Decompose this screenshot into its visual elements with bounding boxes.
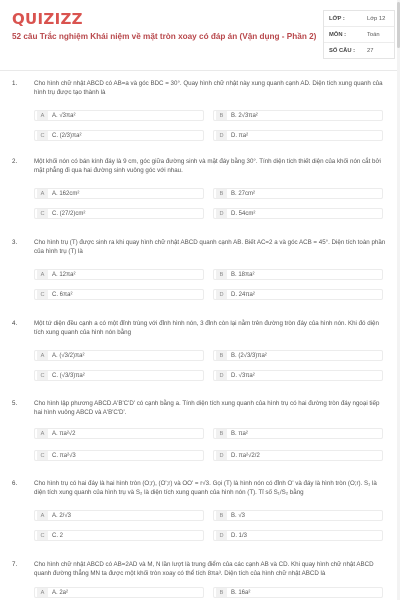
option-letter: B: [216, 588, 227, 597]
option-text: D. 54cm²: [231, 210, 256, 217]
question-number: 4.: [12, 320, 18, 327]
option-text: C. (√3/3)πa²: [52, 372, 85, 379]
option-d[interactable]: [213, 530, 383, 541]
question-text: Cho hình trụ có hai đáy là hai hình tròn (O;r), (O';r) và OO' = r√3. Gọi (T) là hình nón có đỉnh O' và đáy là hình tròn (O;r). S₁ là diện tích xung quanh của hình trụ và S₂ là diện tích xung quanh của hình nón (T). Tỉ số S₁/S₂ bằng: [34, 480, 377, 496]
option-text: B. (2√3/3)πa²: [231, 352, 267, 359]
option-text: C. (2/3)πa²: [52, 132, 82, 139]
meta-info-box: [323, 10, 395, 59]
option-letter: C: [37, 451, 48, 460]
option-letter: D: [216, 290, 227, 299]
option-a[interactable]: [34, 587, 204, 598]
option-text: A. 12πa²: [52, 271, 76, 278]
option-d[interactable]: [213, 370, 383, 381]
meta-key: LỚP :: [329, 15, 345, 22]
option-c[interactable]: [34, 370, 204, 381]
option-text: A. πa²√2: [52, 430, 76, 437]
option-text: B. 27cm²: [231, 190, 256, 197]
option-text: B. 18πa²: [231, 271, 255, 278]
option-text: C. 6πa²: [52, 291, 73, 298]
quizizz-logo[interactable]: QUIZIZZ: [12, 10, 83, 28]
option-letter: C: [37, 131, 48, 140]
option-letter: A: [37, 189, 48, 198]
option-text: C. (27/2)cm²: [52, 210, 86, 217]
option-text: A. √3πa²: [52, 112, 76, 119]
option-text: D. πa²: [231, 132, 249, 139]
option-letter: D: [216, 531, 227, 540]
question-number: 3.: [12, 239, 18, 246]
option-a[interactable]: [34, 110, 204, 121]
option-letter: A: [37, 111, 48, 120]
option-text: A. (√3/2)πa²: [52, 352, 85, 359]
option-c[interactable]: [34, 289, 204, 300]
question-text: Cho hình lập phương ABCD.A'B'C'D' có cạnh bằng a. Tính diện tích xung quanh của hình trụ có hai đường tròn đáy ngoại tiếp hai hình vuông ABCD và A'B'C'D'.: [34, 400, 380, 416]
option-text: D. 1/3: [231, 532, 248, 539]
option-text: C. 2: [52, 532, 64, 539]
option-a[interactable]: [34, 428, 204, 439]
option-letter: A: [37, 351, 48, 360]
option-text: C. πa²√3: [52, 452, 76, 459]
option-letter: B: [216, 511, 227, 520]
question-number: 2.: [12, 158, 18, 165]
option-d[interactable]: [213, 289, 383, 300]
option-b[interactable]: [213, 350, 383, 361]
option-a[interactable]: [34, 188, 204, 199]
question-number: 5.: [12, 400, 18, 407]
option-c[interactable]: [34, 130, 204, 141]
option-letter: D: [216, 451, 227, 460]
header-divider: [0, 70, 400, 71]
option-letter: A: [37, 429, 48, 438]
meta-row-subject: [324, 27, 394, 43]
option-letter: C: [37, 531, 48, 540]
option-text: A. 2a²: [52, 589, 69, 596]
option-a[interactable]: [34, 269, 204, 280]
option-text: A. 2/√3: [52, 512, 71, 519]
option-text: B. 2√3πa²: [231, 112, 258, 119]
option-letter: C: [37, 371, 48, 380]
option-b[interactable]: [213, 587, 383, 598]
option-b[interactable]: [213, 110, 383, 121]
question-number: 1.: [12, 80, 18, 87]
option-letter: D: [216, 209, 227, 218]
option-c[interactable]: [34, 208, 204, 219]
option-c[interactable]: [34, 530, 204, 541]
option-d[interactable]: [213, 450, 383, 461]
option-letter: B: [216, 189, 227, 198]
option-letter: A: [37, 511, 48, 520]
option-b[interactable]: [213, 510, 383, 521]
option-text: B. πa²: [231, 430, 248, 437]
option-text: D. πa²√2/2: [231, 452, 260, 459]
document-title: 52 câu Trắc nghiệm Khái niệm về mặt tròn xoay có đáp án (Vận dụng - Phần 2): [12, 32, 317, 41]
meta-value: Lớp 12: [367, 15, 386, 22]
option-text: D. 24πa²: [231, 291, 255, 298]
page-header: [0, 0, 400, 62]
option-b[interactable]: [213, 269, 383, 280]
question-number: 6.: [12, 480, 18, 487]
question-text: Cho hình trụ (T) được sinh ra khi quay hình chữ nhật ABCD quanh cạnh AB. Biết AC=2 a và góc ACB = 45°. Diện tích toàn phần của hình trụ (T) là: [34, 239, 386, 255]
option-text: B. 16a²: [231, 589, 251, 596]
option-d[interactable]: [213, 130, 383, 141]
option-letter: B: [216, 111, 227, 120]
option-d[interactable]: [213, 208, 383, 219]
question-text: Một tứ diện đều cạnh a có một đỉnh trùng với đỉnh hình nón, 3 đỉnh còn lại nằm trên đường tròn đáy của hình nón. Khi đó diện tích xung quanh của hình nón bằng: [34, 320, 379, 336]
question-text: Một khối nón có bán kính đáy là 9 cm, góc giữa đường sinh và mặt đáy bằng 30°. Tính diện tích thiết diện của khối nón cắt bởi mặt phẳng đi qua hai đường sinh vuông góc với nhau.: [34, 158, 381, 174]
question-number: 7.: [12, 561, 18, 568]
meta-key: MÔN :: [329, 31, 347, 38]
option-text: D. √3πa²: [231, 372, 255, 379]
option-b[interactable]: [213, 188, 383, 199]
meta-row-grade: [324, 11, 394, 27]
option-b[interactable]: [213, 428, 383, 439]
question-text: Cho hình chữ nhật ABCD có AB=2AD và M, N lần lượt là trung điểm của các cạnh AB và CD. Khi quay hình chữ nhật ABCD quanh đường thẳng MN ta được một khối tròn xoay có thể tích 8πa³. Diện tích của hình chữ nhật ABCD là: [34, 561, 374, 577]
option-letter: B: [216, 351, 227, 360]
option-letter: A: [37, 588, 48, 597]
meta-key: SỐ CÂU :: [329, 47, 356, 54]
option-letter: A: [37, 270, 48, 279]
option-letter: B: [216, 270, 227, 279]
option-text: A. 162cm²: [52, 190, 80, 197]
meta-row-count: [324, 43, 394, 58]
option-a[interactable]: [34, 350, 204, 361]
option-letter: B: [216, 429, 227, 438]
option-letter: D: [216, 371, 227, 380]
option-letter: D: [216, 131, 227, 140]
option-a[interactable]: [34, 510, 204, 521]
option-letter: C: [37, 290, 48, 299]
option-c[interactable]: [34, 450, 204, 461]
option-letter: C: [37, 209, 48, 218]
meta-value: Toán: [367, 31, 380, 38]
question-text: Cho hình chữ nhật ABCD có AB=a và góc BDC = 30°. Quay hình chữ nhật này xung quanh cạnh AD. Diện tích xung quanh của hình trụ được tạo thành là: [34, 80, 383, 96]
meta-value: 27: [367, 47, 374, 54]
option-text: B. √3: [231, 512, 245, 519]
